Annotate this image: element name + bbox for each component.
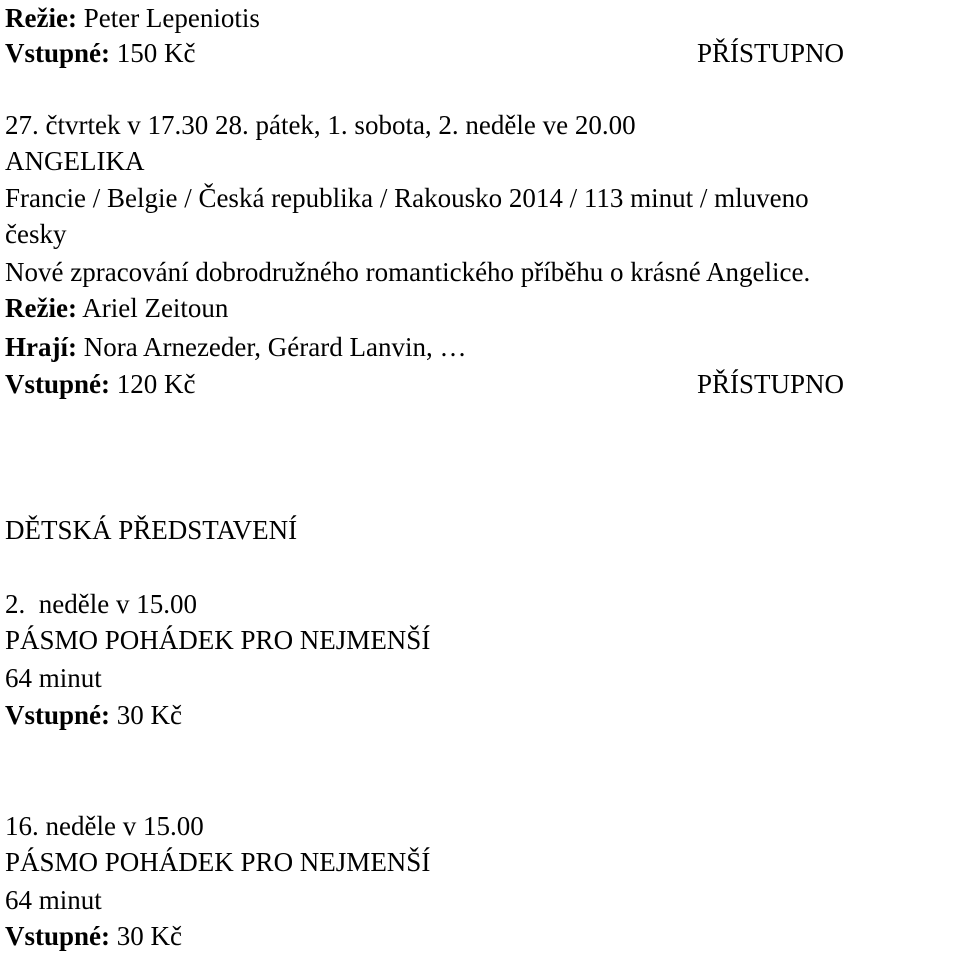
kids-1-duration: 64 minut — [5, 663, 102, 693]
kids-2-date: 16. neděle v 15.00 — [5, 811, 204, 841]
kids-2-title: PÁSMO POHÁDEK PRO NEJMENŠÍ — [5, 847, 431, 877]
vstupne-label: Vstupné: — [5, 38, 111, 68]
vstupne-value: 30 Kč — [116, 921, 183, 951]
prev-rezie-line — [5, 0, 260, 36]
access-rating: PŘÍSTUPNO — [697, 38, 845, 68]
kids-1-date: 2. neděle v 15.00 — [5, 589, 197, 619]
vstupne-label: Vstupné: — [5, 700, 111, 730]
angelika-description: Nové zpracování dobrodružného romantického příběhu o krásné Angelice. — [5, 257, 811, 287]
angelika-dates: 27. čtvrtek v 17.30 28. pátek, 1. sobota, 2. neděle ve 20.00 — [5, 110, 636, 140]
rezie-value: Ariel Zeitoun — [82, 293, 229, 323]
kids-1-title: PÁSMO POHÁDEK PRO NEJMENŠÍ — [5, 625, 431, 655]
angelika-rezie-line — [5, 290, 228, 326]
angelika-meta-line1: Francie / Belgie / Česká republika / Rakousko 2014 / 113 minut / mluveno — [5, 183, 809, 213]
kids-2-duration: 64 minut — [5, 885, 102, 915]
angelika-vstupne-line — [5, 366, 955, 402]
angelika-meta-line2: česky — [5, 219, 67, 249]
angelika-hraji-line — [5, 329, 466, 365]
vstupne-value: 150 Kč — [116, 38, 196, 68]
rezie-label: Režie: — [5, 293, 77, 323]
prev-vstupne-line — [5, 35, 955, 71]
rezie-value: Peter Lepeniotis — [83, 3, 260, 33]
kids-1-vstupne-line — [5, 697, 182, 733]
vstupne-label: Vstupné: — [5, 921, 111, 951]
rezie-label: Režie: — [5, 3, 77, 33]
access-rating: PŘÍSTUPNO — [697, 369, 845, 399]
section-heading: DĚTSKÁ PŘEDSTAVENÍ — [5, 515, 298, 545]
angelika-title: ANGELIKA — [5, 146, 145, 176]
kids-2-vstupne-line — [5, 918, 182, 954]
hraji-value: Nora Arnezeder, Gérard Lanvin, … — [83, 332, 467, 362]
hraji-label: Hrají: — [5, 332, 77, 362]
vstupne-value: 120 Kč — [116, 369, 196, 399]
vstupne-label: Vstupné: — [5, 369, 111, 399]
vstupne-value: 30 Kč — [116, 700, 183, 730]
